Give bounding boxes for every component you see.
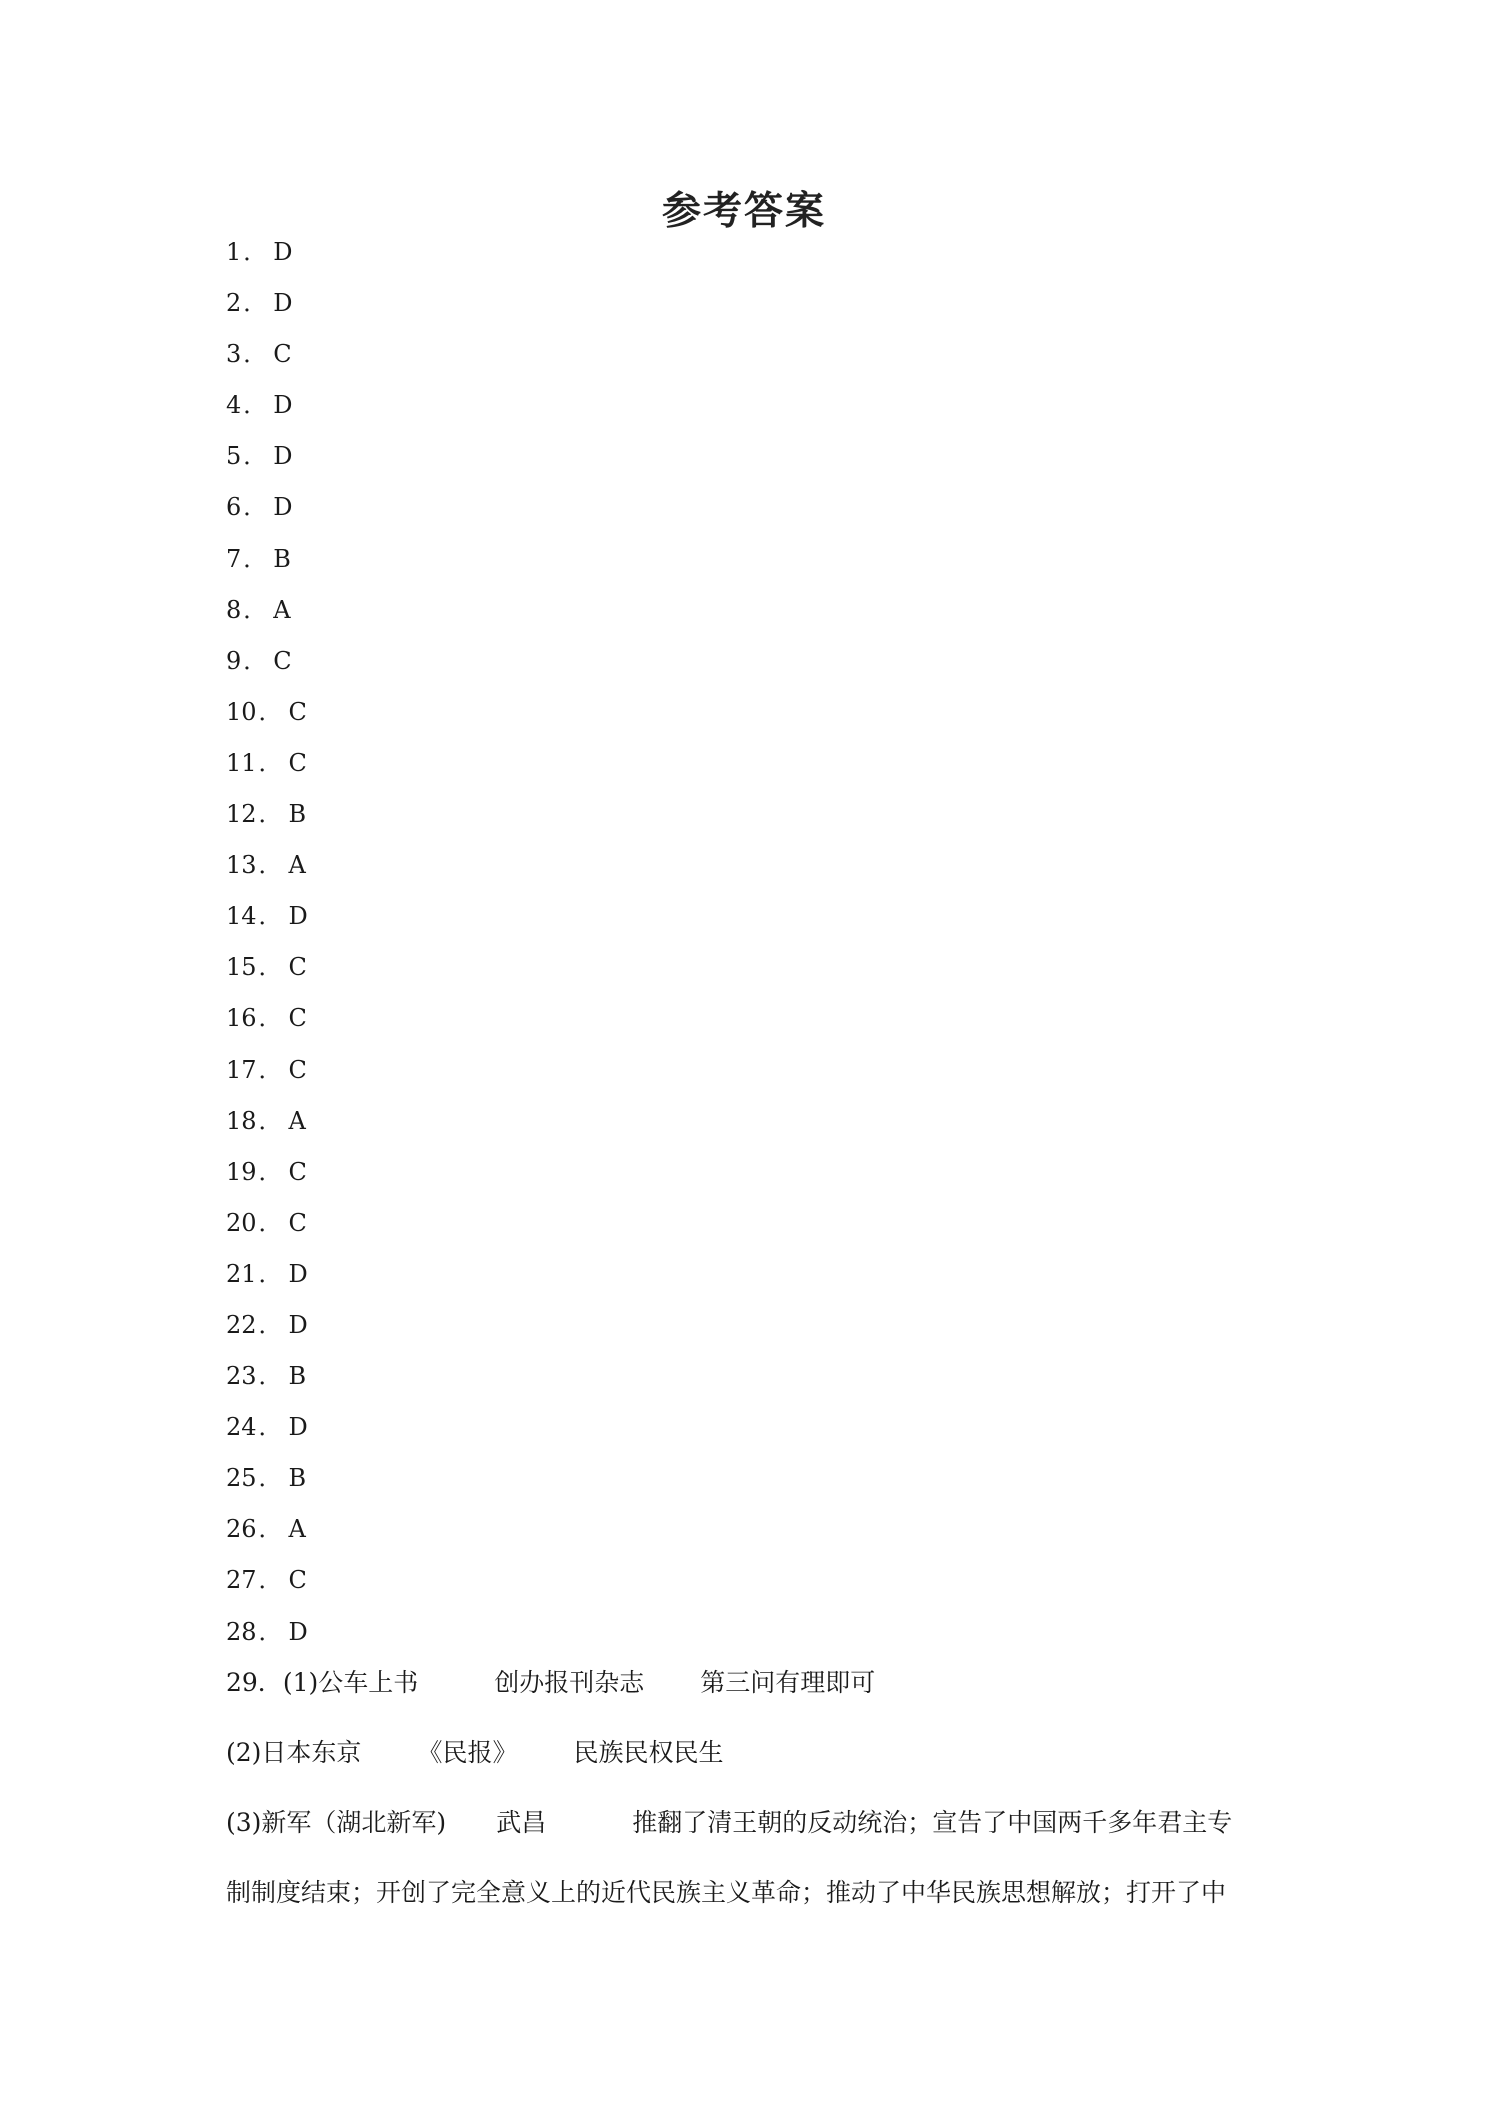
answer-number: 11 — [226, 748, 257, 777]
q29-part1-line — [226, 1663, 1276, 1733]
answer-item — [226, 590, 1276, 641]
answer-item — [226, 896, 1276, 947]
answer-separator: ． — [258, 1515, 283, 1544]
answer-number: 3 — [226, 340, 242, 369]
answer-separator: ． — [258, 1310, 283, 1339]
answer-item — [226, 1560, 1276, 1611]
answer-letter: D — [273, 289, 293, 318]
answer-number: 5 — [226, 442, 242, 471]
answer-number: 21 — [226, 1259, 257, 1288]
q29-part3-answer-a: 新军（湖北新军) — [261, 1808, 447, 1837]
answer-number: 18 — [226, 1106, 257, 1135]
answer-letter: D — [273, 238, 293, 266]
answer-number: 15 — [226, 953, 257, 982]
answer-separator: ． — [258, 1413, 283, 1442]
answer-letter: C — [288, 748, 307, 777]
answer-number: 13 — [226, 851, 257, 880]
answer-number: 10 — [226, 697, 257, 726]
q29-part2-answer-b: 《民报》 — [417, 1738, 518, 1767]
q29-part3-continuation — [226, 1873, 1276, 1943]
answer-item — [226, 641, 1276, 692]
answer-item — [226, 539, 1276, 590]
answer-separator: ． — [258, 1362, 283, 1391]
q29-part2-answer-a: 日本东京 — [261, 1738, 362, 1767]
answer-item — [226, 1254, 1276, 1305]
answer-letter: A — [288, 1515, 306, 1544]
answer-letter: D — [273, 442, 293, 471]
answer-item — [226, 692, 1276, 743]
q29-part3-label: (3) — [226, 1808, 262, 1837]
answer-item — [226, 1203, 1276, 1254]
answer-letter: A — [288, 851, 306, 880]
q29-part2-line — [226, 1733, 1276, 1803]
answer-number: 1 — [226, 238, 242, 266]
answer-letter: D — [288, 1310, 308, 1339]
answer-separator: ． — [243, 442, 268, 471]
answer-item — [226, 1458, 1276, 1509]
answer-separator: ． — [258, 748, 283, 777]
answer-item — [226, 232, 1276, 283]
answer-letter: C — [288, 1566, 307, 1595]
answer-letter: D — [288, 1617, 308, 1646]
answer-separator: ． — [243, 238, 268, 266]
answer-letter: C — [288, 697, 307, 726]
answer-item — [226, 794, 1276, 845]
answer-item — [226, 1509, 1276, 1560]
q29-part2-label: (2) — [226, 1738, 262, 1767]
answer-separator: ． — [258, 1055, 283, 1084]
answer-item — [226, 1612, 1276, 1663]
answer-separator: ． — [258, 1106, 283, 1135]
answer-letter: D — [288, 1413, 308, 1442]
answer-separator: ． — [243, 391, 268, 420]
answer-number: 27 — [226, 1566, 257, 1595]
answer-item — [226, 845, 1276, 896]
answer-item — [226, 998, 1276, 1049]
answer-item — [226, 334, 1276, 385]
answer-letter: C — [288, 1208, 307, 1237]
answer-number: 6 — [226, 493, 242, 522]
answer-letter: C — [288, 1004, 307, 1033]
answer-separator: ． — [258, 1464, 283, 1493]
answer-letter: C — [273, 646, 292, 675]
answer-item — [226, 385, 1276, 436]
answer-number: 16 — [226, 1004, 257, 1033]
answer-letter: A — [273, 595, 291, 624]
q29-prefix: 29． — [226, 1668, 283, 1697]
answer-number: 22 — [226, 1310, 257, 1339]
answer-item — [226, 1152, 1276, 1203]
answer-number: 14 — [226, 902, 257, 931]
answer-letter: D — [288, 1259, 308, 1288]
page-title: 参考答案 — [661, 189, 826, 234]
answer-number: 17 — [226, 1055, 257, 1084]
q29-part1-answer-b: 创办报刊杂志 — [494, 1668, 645, 1697]
q29-part1-answer-a: 公车上书 — [318, 1668, 419, 1697]
answer-letter: B — [288, 1464, 307, 1493]
answer-letter: C — [273, 340, 292, 369]
answer-letter: B — [288, 800, 307, 829]
answer-item — [226, 1356, 1276, 1407]
answer-item — [226, 487, 1276, 538]
answer-number: 4 — [226, 391, 242, 420]
answer-letter: D — [273, 391, 293, 420]
answer-letter: C — [288, 1055, 307, 1084]
answer-separator: ． — [258, 697, 283, 726]
answer-letter: B — [273, 544, 291, 573]
answer-item — [226, 1101, 1276, 1152]
answer-separator: ． — [258, 1259, 283, 1288]
answer-number: 20 — [226, 1208, 257, 1237]
answer-number: 9 — [226, 646, 242, 675]
answer-letter: D — [288, 902, 308, 931]
answer-separator: ． — [258, 1208, 283, 1237]
answer-separator: ． — [258, 1566, 283, 1595]
answer-letter: C — [288, 1157, 307, 1186]
answer-item — [226, 283, 1276, 334]
answer-separator: ． — [243, 544, 268, 573]
answer-item — [226, 1050, 1276, 1101]
q29-part3-answer-d: 制制度结束；开创了完全意义上的近代民族主义革命；推动了中华民族思想解放；打开了中 — [226, 1878, 1227, 1907]
answer-number: 12 — [226, 800, 257, 829]
answer-separator: ． — [258, 1617, 283, 1646]
q29-part2-answer-c: 民族民权民生 — [573, 1738, 724, 1767]
answer-item — [226, 947, 1276, 998]
answer-item — [226, 436, 1276, 487]
answer-letter: B — [288, 1362, 307, 1391]
answer-item — [226, 743, 1276, 794]
answer-separator: ． — [243, 595, 268, 624]
answer-list — [226, 232, 1276, 1663]
q29-part3-line — [226, 1803, 1276, 1873]
answer-number: 19 — [226, 1157, 257, 1186]
question-29-answer — [226, 1663, 1276, 1943]
answer-item — [226, 1305, 1276, 1356]
answer-separator: ． — [258, 902, 283, 931]
answer-separator: ． — [243, 493, 268, 522]
q29-part3-answer-b: 武昌 — [496, 1808, 547, 1837]
answer-separator: ． — [258, 800, 283, 829]
answer-number: 24 — [226, 1413, 257, 1442]
answer-separator: ． — [258, 851, 283, 880]
q29-part3-answer-c: 推翻了清王朝的反动统治；宣告了中国两千多年君主专 — [632, 1808, 1233, 1837]
answer-letter: D — [273, 493, 293, 522]
answer-number: 25 — [226, 1464, 257, 1493]
answer-number: 26 — [226, 1515, 257, 1544]
answer-separator: ． — [258, 1004, 283, 1033]
answer-separator: ． — [243, 340, 268, 369]
answer-item — [226, 1407, 1276, 1458]
q29-part1-label: (1) — [282, 1668, 319, 1697]
answer-number: 8 — [226, 595, 242, 624]
answer-separator: ． — [243, 289, 268, 318]
answer-letter: A — [288, 1106, 306, 1135]
answer-separator: ． — [258, 953, 283, 982]
answer-letter: C — [288, 953, 307, 982]
answer-number: 2 — [226, 289, 242, 318]
answer-number: 7 — [226, 544, 242, 573]
answer-number: 23 — [226, 1362, 257, 1391]
answer-separator: ． — [243, 646, 268, 675]
answer-separator: ． — [258, 1157, 283, 1186]
answer-number: 28 — [226, 1617, 257, 1646]
q29-part1-answer-c: 第三问有理即可 — [700, 1668, 876, 1697]
